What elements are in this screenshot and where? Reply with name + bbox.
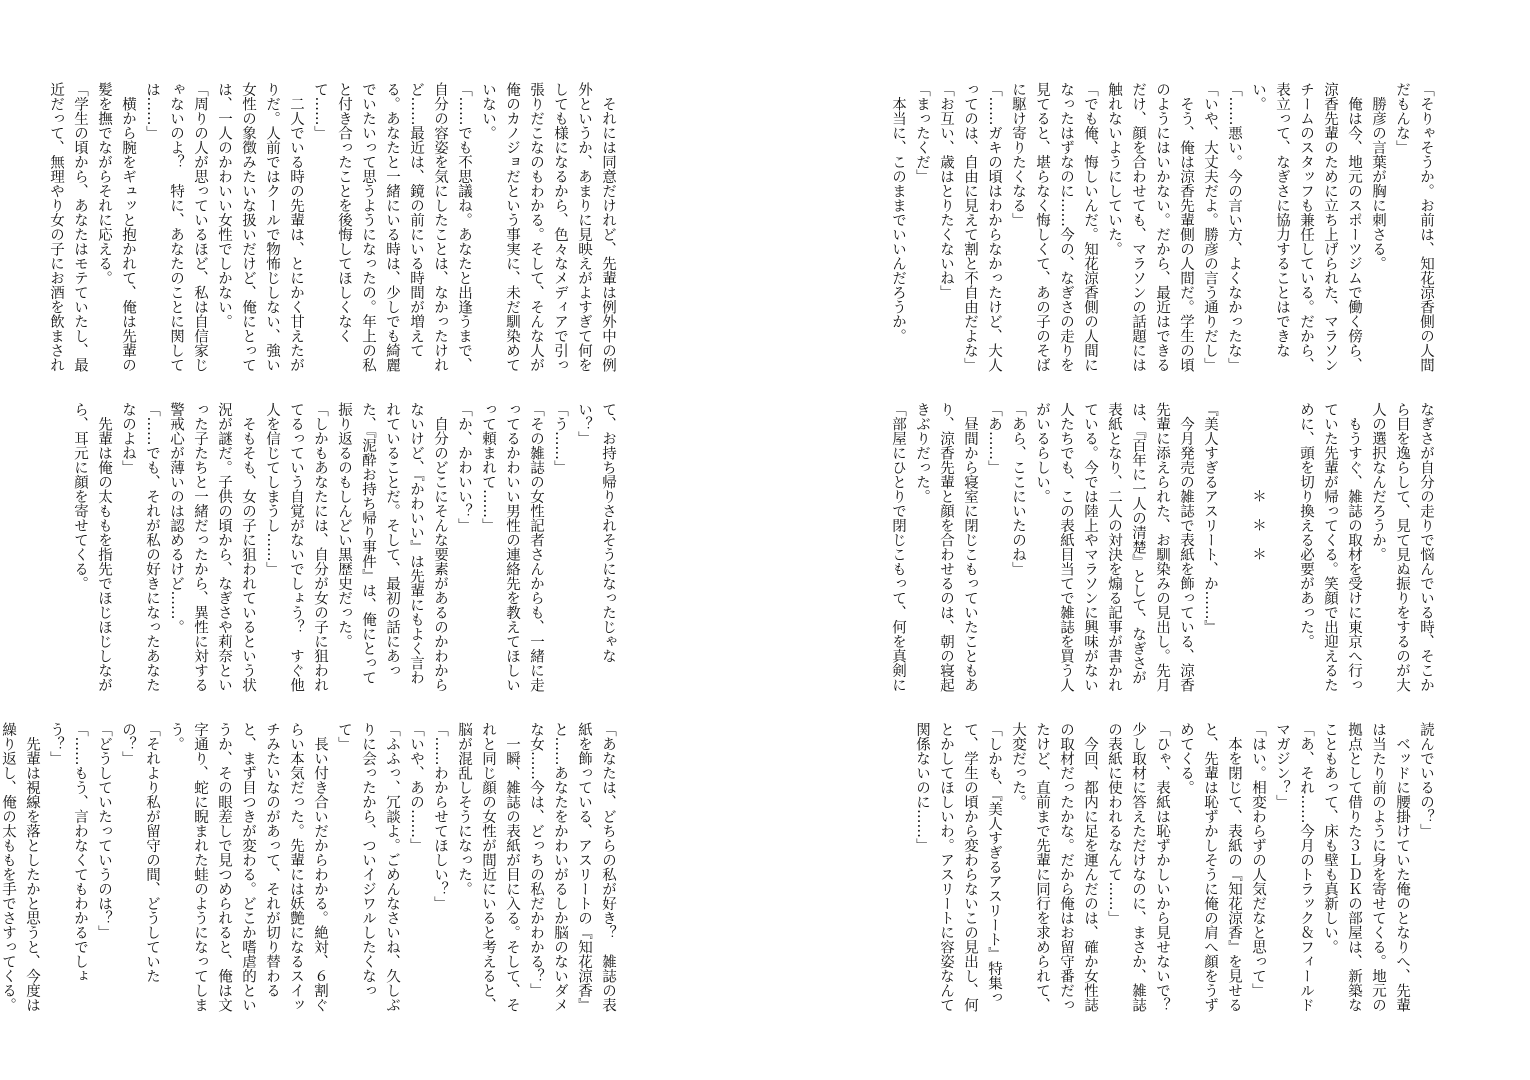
right-page-tier-3: 読んでいるの？」 ベッドに腰掛けていた俺のとなりへ、先輩は当たり前のように身を寄せてくる。地元の拠点として借りた３ＬＤＫの部屋は、新築なこともあって、床も壁も真新しい。 「あ、それ……今月のトラック＆フィールドマガジン？」 「はい。相変わらずの人気だなと思って」 本を閉じて、表紙の『知花涼香』を見せると、先輩は恥ずかしそうに俺の肩へ顔をうずめてくる。 「ひゃ、表紙は恥ずかしいから見せないで？ 少し取材に答えただけなのに、まさか、雑誌の表紙に使われるなんて……」 今回、都内に足を運んだのは、確か女性誌の取材だったかな。だから俺はお留守番だったけど、直前まで先輩に同行を求められて、大変だった。 「しかも、『美人すぎるアスリート』特集って、学生の頃から変わらないこの見出し、何とかしてほしいわ。アスリートに容姿なんて関係ないのに……」 <box>914 722 1434 1012</box>
left-page-tier-3: 「あなたは、どちらの私が好き？ 雑誌の表紙を飾っている、アスリートの『知花涼香』と……あなたをかわいがるしか脳のないダメな女……今は、どっちの私だかわかる？」 一瞬、雑誌の表紙が目に入る。そして、それと同じ顔の女性が間近にいると考えると、脳が混乱しそうになった。 「……わからせてほしい？」 「いや、あの……」 「ふふっ、冗談よ。ごめんなさいね、久しぶりに会ったから、ついイジワルしたくなって」 長い付き合いだからわかる。絶対、６割ぐらい本気だった。先輩には妖艶になるスイッチみたいなのがあって、それが切り替わると、まず目つきが変わる。どこか嗜虐的というか、その眼差しで見つめられると、俺は文字通り、蛇に睨まれた蛙のようになってしまう。 「それより私が留守の間、どうしていたの？」 「どうしていたっていうのは？」 「……もう、言わなくてもわかるでしょう？」 先輩は視線を落としたかと思うと、今度は繰り返し、俺の太ももを手でさすってくる。 <box>0 722 616 1012</box>
left-page-tier-1: それには同意だけれど、先輩は例外中の例外というか、あまりに見映えがよすぎて何をしても様になるから、色々なメディアで引っ張りだこなのもわかる。そして、そんな人が俺のカノジョだという事実に、未だ馴染めていない。 「……でも不思議ね。あなたと出逢うまで、自分の容姿を気にしたことは、なかったけれど……最近は、鏡の前にいる時間が増えてる。あなたと一緒にいる時は、少しでも綺麗でいたいって思うようになったの。年上の私と付き合ったことを後悔してほしくなくて……」 二人でいる時の先輩は、とにかく甘えたがりだ。人前ではクールで物怖じしない、強い女性の象徴みたいな扱いだけど、俺にとっては、一人のかわいい女性でしかない。 「周りの人が思っているほど、私は自信家じゃないのよ？ 特に、あなたのことに関しては……」 横から腕をギュッと抱かれて、俺は先輩の髪を撫でながらそれに応える。 「学生の頃から、あなたはモテていたし、最近だって、無理やり女の子にお酒を飲まされ <box>48 82 616 372</box>
right-page-tier-2: なぎさが自分の走りで悩んでいる時、そこから目を逸らして、見て見ぬ振りをするのが大人の選択なんだろうか。 もうすぐ、雑誌の取材を受けに東京へ行っていた先輩が帰ってくる。笑顔で出迎えるために、頭を切り換える必要があった。 ＊ ＊ ＊ 『美人すぎるアスリート、か……』 今月発売の雑誌で表紙を飾っている、涼香先輩に添えられた、お馴染みの見出し。先月は、『百年に一人の清楚』として、なぎさが表紙となり、二人の対決を煽る記事が書かれている。今では陸上やマラソンに興味がない人たちでも、この表紙目当てで雑誌を買う人がいるらしい。 「あら、ここにいたのね」 「あ……」 昼間から寝室に閉じこもっていたこともあり、涼香先輩と顔を合わせるのは、朝の寝起きぶりだった。 「部屋にひとりで閉じこもって、何を真剣に <box>890 402 1434 692</box>
left-page-tier-2: て、お持ち帰りされそうになったじゃない？」 「う……」 「その雑誌の女性記者さんからも、一緒に走ってるかわいい男性の連絡先を教えてほしいって頼まれて……」 「か、かわいい？」 自分のどこにそんな要素があるのかわからないけど、『かわいい』は先輩にもよく言われていることだ。そして、最初の話にあった、『泥酔お持ち帰り事件』は、俺にとって振り返るのもしんどい黒歴史だった。 「しかもあなたには、自分が女の子に狙われてるっていう自覚がないでしょう？ すぐ他人を信じてしまうし……」 そもそも、女の子に狙われているという状況が謎だ。子供の頃から、なぎさや莉奈といった子たちと一緒だったから、異性に対する警戒心が薄いのは認めるけど……。 「……でも、それが私の好きになったあなたなのよね」 先輩は俺の太ももを指先でほじほじしながら、耳元に顔を寄せてくる。 <box>72 402 616 692</box>
right-page <box>765 0 1530 1080</box>
right-page-tier-1: 「そりゃそうか。お前は、知花涼香側の人間だもんな」 勝彦の言葉が胸に刺さる。 俺は今、地元のスポーツジムで働く傍ら、涼香先輩のために立ち上げられた、マラソンチームのスタッフも兼任している。だから、表立って、なぎさに協力することはできない。 「……悪い。今の言い方、よくなかったな」 「いや、大丈夫だよ。勝彦の言う通りだし」 そう、俺は涼香先輩側の人間だ。学生の頃のようにはいかない。だから、最近はできるだけ、顔を合わせても、マラソンの話題には触れないようにしていた。 「でも俺、悔しいんだ。知花涼香側の人間になったはずなのに……今の、なぎさの走りを見てると、堪らなく悔しくて、あの子のそばに駆け寄りたくなる」 「……ガキの頃はわからなかったけど、大人ってのは、自由に見えて割と不自由だよな」 「お互い、歳はとりたくないね」 「まったくだ」 本当に、このままでいいんだろうか。 <box>890 82 1434 372</box>
